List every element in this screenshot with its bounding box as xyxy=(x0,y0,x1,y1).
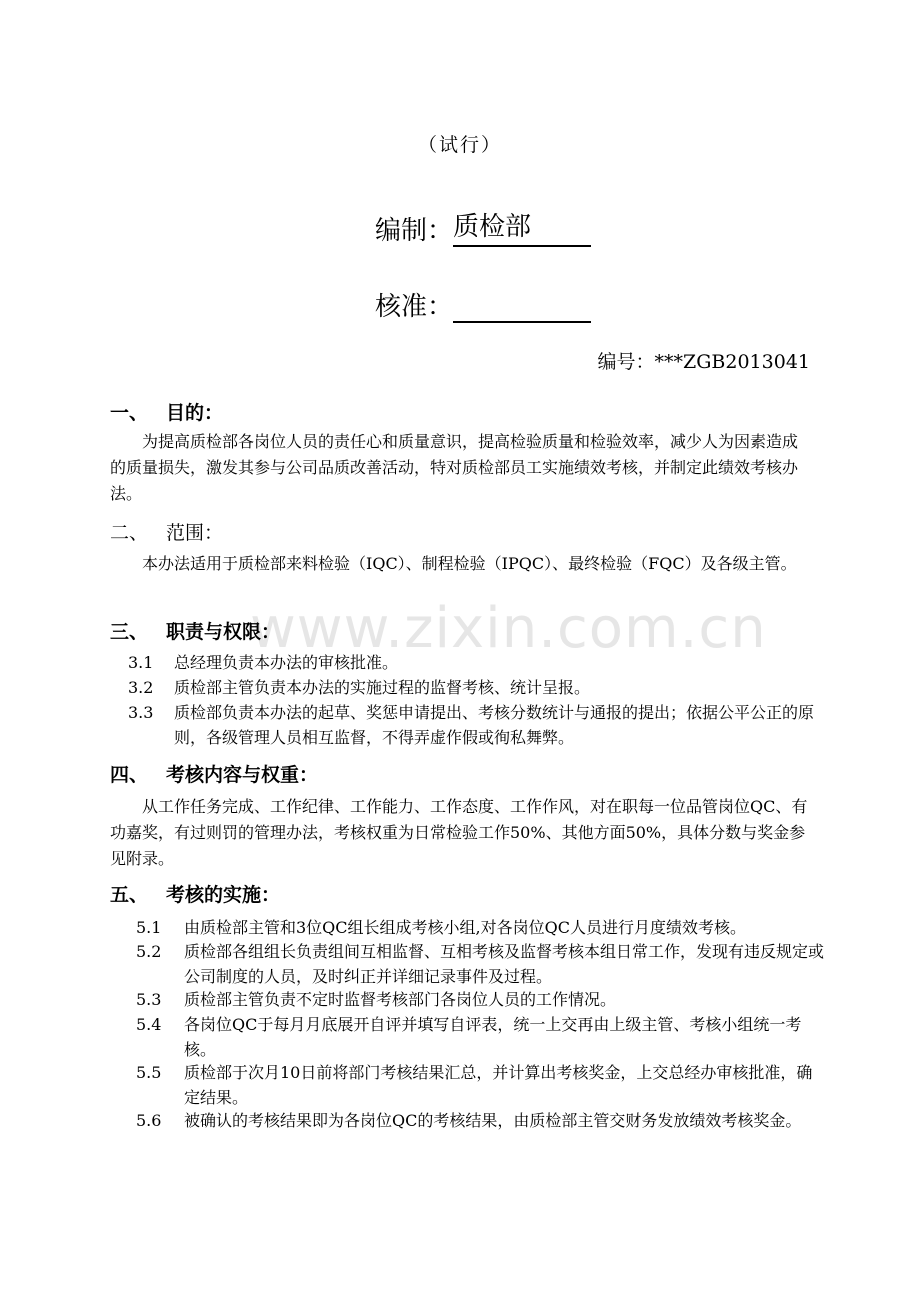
list-item-text: 质检部于次月10日前将部门考核结果汇总，并计算出考核奖金，上交总经办审核批准，确定结果。 xyxy=(184,1063,813,1107)
list-item-number: 3.2 xyxy=(128,678,154,697)
section-2-heading xyxy=(110,518,223,545)
section-5-title: 考核的实施： xyxy=(166,884,281,906)
list-item-number: 5.1 xyxy=(136,918,162,937)
list-item-text: 质检部负责本办法的起草、奖惩申请提出、考核分数统计与通报的提出；依据公平公正的原则，各级管理人员相互监督，不得弄虚作假或徇私舞弊。 xyxy=(174,703,815,747)
list-item-text: 由质检部主管和3位QC组长组成考核小组,对各岗位QC人员进行月度绩效考核。 xyxy=(184,918,746,937)
list-item-number: 5.6 xyxy=(136,1111,162,1130)
section-1-body: 为提高质检部各岗位人员的责任心和质量意识，提高检验质量和检验效率，减少人为因素造成的质量损失，激发其参与公司品质改善活动，特对质检部员工实施绩效考核，并制定此绩效考核办法。 xyxy=(110,432,799,503)
list-item xyxy=(136,915,826,940)
compiled-by-label: 编制： xyxy=(375,216,454,246)
section-4-heading xyxy=(110,760,318,787)
approved-by-value xyxy=(453,287,591,323)
section-3-heading xyxy=(110,617,280,644)
section-4-title: 考核内容与权重： xyxy=(166,764,319,786)
list-item-text: 被确认的考核结果即为各岗位QC的考核结果，由质检部主管交财务发放绩效考核奖金。 xyxy=(184,1111,802,1130)
list-item-text: 质检部主管负责不定时监督考核部门各岗位人员的工作情况。 xyxy=(184,990,617,1009)
list-item xyxy=(128,650,818,675)
list-item-number: 5.5 xyxy=(136,1063,162,1082)
section-3-number: 三、 xyxy=(110,621,149,643)
section-5-number: 五、 xyxy=(110,884,149,906)
list-item xyxy=(136,939,826,989)
section-1-heading xyxy=(110,398,223,425)
section-3-title: 职责与权限： xyxy=(166,621,281,643)
section-5-heading xyxy=(110,880,280,907)
list-item-text: 质检部各组组长负责组间互相监督、互相考核及监督考核本组日常工作，发现有违反规定或公司制度的人员，及时纠正并详细记录事件及过程。 xyxy=(184,942,825,986)
section-1-title: 目的： xyxy=(166,402,224,424)
compiled-by-row xyxy=(375,210,591,247)
list-item xyxy=(136,987,826,1012)
list-item xyxy=(136,1060,826,1110)
list-item-number: 5.2 xyxy=(136,942,162,961)
list-item-number: 5.4 xyxy=(136,1015,162,1034)
list-item-text: 各岗位QC于每月月底展开自评并填写自评表，统一上交再由上级主管、考核小组统一考核。 xyxy=(184,1015,802,1059)
compiled-by-value: 质检部 xyxy=(453,211,591,247)
list-item xyxy=(128,675,818,700)
section-2-number: 二、 xyxy=(110,522,149,544)
document-number: 编号：***ZGB2013041 xyxy=(597,351,810,373)
list-item-number: 3.3 xyxy=(128,703,154,722)
section-4-number: 四、 xyxy=(110,764,149,786)
section-2-title: 范围： xyxy=(166,522,224,544)
list-item-number: 5.3 xyxy=(136,990,162,1009)
list-item xyxy=(136,1108,826,1133)
section-1-number: 一、 xyxy=(110,402,149,424)
watermark: www.zixin.com.cn xyxy=(250,596,767,661)
list-item xyxy=(128,700,818,750)
list-item-text: 总经理负责本办法的审核批准。 xyxy=(174,653,399,672)
trial-label: （试行） xyxy=(417,134,502,156)
list-item xyxy=(136,1012,826,1062)
section-4-body: 从工作任务完成、工作纪律、工作能力、工作态度、工作作风，对在职每一位品管岗位QC、有功嘉奖，有过则罚的管理办法，考核权重为日常检验工作50%、其他方面50%，具体分数与奖金参见附录。 xyxy=(110,797,808,868)
section-2-body: 本办法适用于质检部来料检验（IQC）、制程检验（IPQC）、最终检验（FQC）及各级主管。 xyxy=(142,554,797,573)
approved-by-label: 核准： xyxy=(375,292,454,322)
list-item-text: 质检部主管负责本办法的实施过程的监督考核、统计呈报。 xyxy=(174,678,591,697)
approved-by-row xyxy=(375,286,591,323)
list-item-number: 3.1 xyxy=(128,653,154,672)
